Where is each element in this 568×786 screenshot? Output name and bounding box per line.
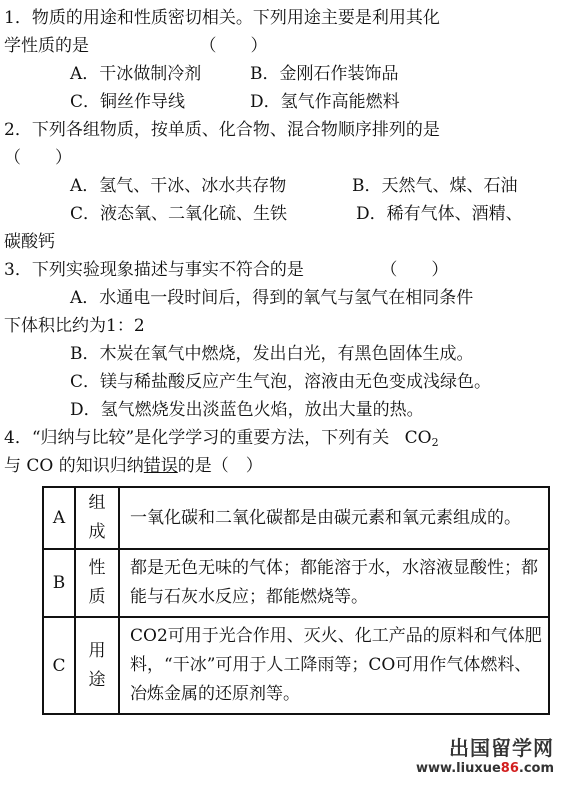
q3-option-a-cont: 下体积比约为1：2 — [4, 316, 145, 336]
watermark-url-number: 86 — [500, 761, 519, 776]
q2-option-c: C．液态氧、二氧化硫、生铁 — [70, 204, 288, 224]
aspect-char: 用 — [88, 640, 106, 661]
q4-co2-text: CO — [404, 428, 432, 448]
q4-stem — [4, 426, 439, 455]
q3-option-b: B．木炭在氧气中燃烧，发出白光，有黑色固体生成。 — [70, 344, 474, 364]
row-description: 都是无色无味的气体；都能溶于水，水溶液显酸性；都能与石灰水反应；都能燃烧等。 — [119, 549, 549, 617]
q1-option-c: C．铜丝作导线 — [70, 92, 186, 112]
row-aspect — [75, 487, 119, 549]
q2-stem-cont: （ ） — [4, 148, 72, 168]
q4-co2-formula — [405, 428, 439, 448]
q1-stem: 1．物质的用途和性质密切相关。下列用途主要是利用其化 — [4, 8, 440, 28]
q3-option-d: D．氢气燃烧发出淡蓝色火焰，放出大量的热。 — [70, 400, 424, 420]
q2-option-a: A．氢气、干冰、冰水共存物 — [70, 176, 287, 196]
q4-stem-end: 的是（ ） — [177, 456, 263, 476]
aspect-char: 质 — [88, 587, 106, 607]
table-row — [43, 617, 549, 714]
q1-option-d: D．氢气作高能燃料 — [250, 92, 400, 112]
row-description: 一氧化碳和二氧化碳都是由碳元素和氧元素组成的。 — [119, 487, 549, 549]
q3-option-c: C．镁与稀盐酸反应产生气泡，溶液由无色变成浅绿色。 — [70, 372, 492, 392]
q4-stem-text: 4．“归纳与比较”是化学学习的重要方法，下列有关 — [4, 428, 390, 448]
row-aspect — [75, 549, 119, 617]
q1-option-b: B．金刚石作装饰品 — [250, 64, 399, 84]
q2-option-d: D．稀有气体、酒精、 — [356, 204, 523, 224]
row-description: CO2可用于光合作用、灭火、化工产品的原料和气体肥料，“干冰”可用于人工降雨等；CO可用作气体燃料、冶炼金属的还原剂等。 — [119, 617, 549, 714]
aspect-char: 途 — [88, 669, 106, 690]
row-aspect — [75, 617, 119, 714]
site-watermark — [416, 732, 554, 776]
knowledge-table — [42, 486, 550, 715]
q4-underlined-word: 错误 — [143, 456, 178, 476]
table-row — [43, 487, 549, 549]
q4-stem-cont-text: 与 CO 的知识归纳 — [4, 456, 144, 476]
watermark-url — [416, 761, 554, 776]
aspect-char: 成 — [88, 522, 106, 542]
q4-stem-cont — [4, 454, 263, 478]
q2-option-d-cont: 碳酸钙 — [4, 232, 55, 252]
q1-stem-cont: 学性质的是 （ ） — [4, 36, 268, 56]
aspect-char: 组 — [88, 493, 106, 513]
q3-stem: 3．下列实验现象描述与事实不符合的是 （ ） — [4, 260, 449, 280]
q2-option-b: B．天然气、煤、石油 — [352, 176, 518, 196]
q4-co2-subscript: 2 — [431, 436, 439, 449]
q2-stem: 2．下列各组物质，按单质、化合物、混合物顺序排列的是 — [4, 120, 440, 140]
q3-option-a: A．水通电一段时间后，得到的氧气与氢气在相同条件 — [70, 288, 474, 308]
q1-option-a: A．干冰做制冷剂 — [70, 64, 202, 84]
watermark-title: 出国留学网 — [449, 736, 554, 760]
row-letter: C — [43, 617, 75, 714]
watermark-url-part: www.liuxue — [416, 761, 501, 776]
table-row — [43, 549, 549, 617]
row-letter: A — [43, 487, 75, 549]
watermark-url-suffix: .com — [518, 761, 554, 776]
row-letter: B — [43, 549, 75, 617]
aspect-char: 性 — [88, 558, 106, 578]
